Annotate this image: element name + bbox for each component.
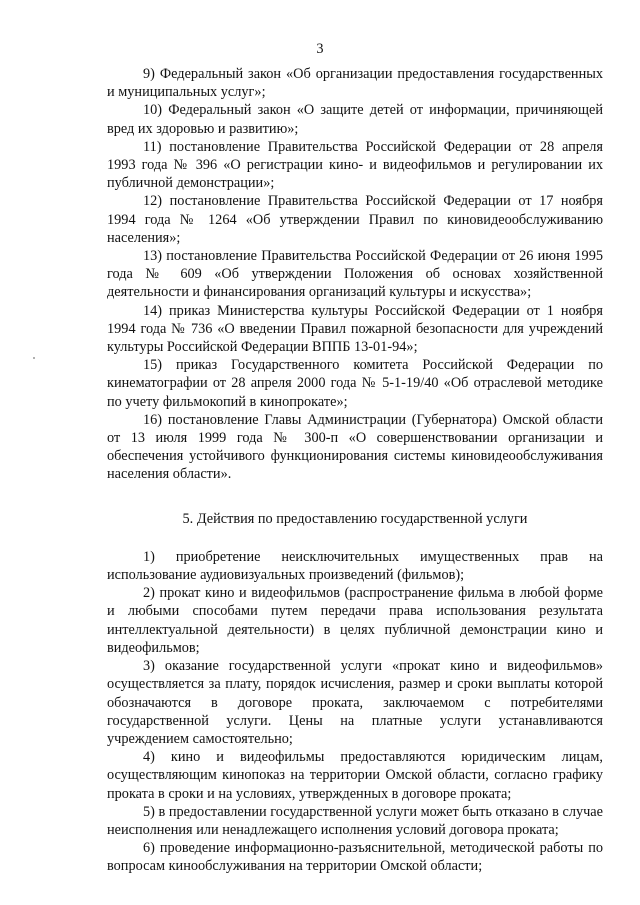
list-item-14: 14) приказ Министерства культуры Российской Федерации от 1 ноября 1994 года № 736 «О введении Правил пожарной безопасности для учреждений культуры Российской Федерации ВППБ 13-01-94»; bbox=[107, 302, 603, 356]
list-item-11: 11) постановление Правительства Российской Федерации от 28 апреля 1993 года № 396 «О регистрации кино- и видеофильмов и регулировании их публичной демонстрации»; bbox=[107, 138, 603, 192]
list-item-16: 16) постановление Главы Администрации (Губернатора) Омской области от 13 июля 1999 года № 300-п «О совершенствовании организации и обеспечения устойчивого функционирования системы киновидеообслуживания населения области». bbox=[107, 411, 603, 483]
list-item-13: 13) постановление Правительства Российской Федерации от 26 июня 1995 года № 609 «Об утверждении Положения об основах хозяйственной деятельности и финансирования организаций культуры и искусства»; bbox=[107, 248, 603, 301]
action-item-2: 2) прокат кино и видеофильмов (распространение фильма в любой форме и любыми способами путем передачи права использования результата интеллектуальной деятельности) в целях публичной демонстрации кино и видеофильмов; bbox=[107, 585, 603, 656]
list-item-15: 15) приказ Государственного комитета Российской Федерации по кинематографии от 28 апреля 2000 года № 5-1-19/40 «Об отраслевой методике по учету фильмокопий в кинопрокате»; bbox=[107, 357, 603, 410]
action-item-1: 1) приобретение неисключительных имущественных прав на использование аудиовизуальных произведений (фильмов); bbox=[107, 548, 603, 584]
scan-speck bbox=[33, 357, 35, 359]
list-item-12: 12) постановление Правительства Российской Федерации от 17 ноября 1994 года № 1264 «Об утверждении Правил по киновидеообслуживанию населения»; bbox=[107, 193, 603, 246]
page-number: 3 bbox=[316, 41, 324, 57]
list-item-9: 9) Федеральный закон «Об организации предоставления государственных и муниципальных услуг»; bbox=[107, 66, 603, 101]
list-item-10: 10) Федеральный закон «О защите детей от информации, причиняющей вред их здоровью и развитию»; bbox=[107, 102, 603, 137]
section-heading: 5. Действия по предоставлению государственной услуги bbox=[182, 510, 528, 527]
document-body bbox=[107, 65, 603, 876]
action-item-5: 5) в предоставлении государственной услуги может быть отказано в случае неисполнения или ненадлежащего исполнения условий договора проката; bbox=[107, 803, 603, 838]
action-item-4: 4) кино и видеофильмы предоставляются юридическим лицам, осуществляющим кинопоказ на территории Омской области, согласно графику проката в сроки и на условиях, утвержденных в договоре проката; bbox=[107, 749, 603, 802]
action-item-6: 6) проведение информационно-разъяснительной, методической работы по вопросам кинообслуживания на территории Омской области; bbox=[107, 840, 603, 875]
action-item-3: 3) оказание государственной услуги «прокат кино и видеофильмов» осуществляется за плату, порядок исчисления, размер и сроки выплаты которой обозначаются в договоре проката, заключаемом с потребителями государственной услуги. Цены на платные услуги устанавливаются учреждением самостоятельно; bbox=[107, 658, 603, 747]
